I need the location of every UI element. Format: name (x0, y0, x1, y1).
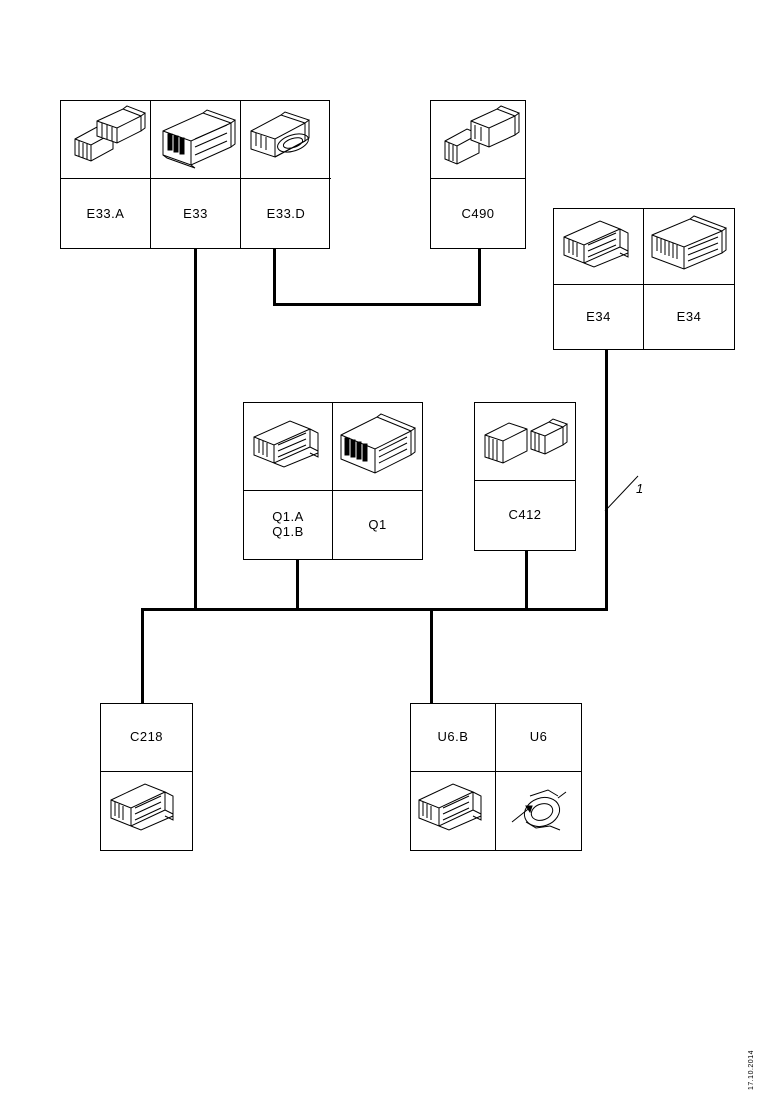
callout-leader-line (600, 473, 660, 513)
group-c412 (474, 402, 576, 551)
cell-c412-label: C412 (508, 507, 542, 523)
cell-q1-a-label-line1: Q1.A (272, 509, 304, 525)
callout-label-1: 1 (636, 481, 644, 496)
cell-c490-label: C490 (461, 205, 495, 221)
cell-c218-label: C218 (101, 704, 192, 772)
cell-u6-label: U6 (496, 704, 581, 772)
cell-q1-label: Q1 (368, 516, 387, 532)
cell-e33-label: E33 (151, 179, 241, 249)
line-u6-vertical (430, 608, 433, 703)
connector-art-u6-b (411, 772, 496, 850)
connector-art-e33-a (61, 101, 151, 179)
connector-art-c490 (431, 101, 525, 179)
line-c412-vertical (525, 551, 528, 611)
connector-art-q1-a-b (244, 403, 333, 491)
line-c218-vertical (141, 608, 144, 703)
line-e33d-to-c490-horizontal (273, 303, 481, 306)
cell-u6-b-label: U6.B (411, 704, 496, 772)
connector-art-u6 (496, 772, 581, 850)
connector-art-e34-right (644, 209, 734, 285)
group-e33 (60, 100, 330, 249)
line-e33-vertical (194, 249, 197, 611)
cell-q1-b-label-line2: Q1.B (272, 524, 304, 539)
cell-q1-a-b-label (244, 491, 333, 559)
connector-art-c412 (475, 403, 575, 481)
group-q1 (243, 402, 423, 560)
connector-art-e33 (151, 101, 241, 179)
group-u6 (410, 703, 582, 851)
group-c490 (430, 100, 526, 249)
connector-art-q1 (333, 403, 422, 491)
group-c218 (100, 703, 193, 851)
cell-e34-right-label: E34 (676, 308, 702, 324)
drawing-side-code: 17.10.2014 (748, 1050, 755, 1091)
connector-art-c218 (101, 772, 192, 850)
cell-e33-a-label: E33.A (61, 179, 151, 249)
line-e33d-vertical (273, 249, 276, 305)
line-c490-vertical (478, 249, 481, 305)
connector-art-e33-d (241, 101, 331, 179)
cell-e33-d-label: E33.D (266, 205, 306, 221)
cell-e34-left-label: E34 (554, 285, 644, 349)
connector-art-e34-left (554, 209, 644, 285)
line-q1-vertical (296, 560, 299, 611)
group-e34 (553, 208, 735, 350)
line-main-horizontal-bus (141, 608, 608, 611)
